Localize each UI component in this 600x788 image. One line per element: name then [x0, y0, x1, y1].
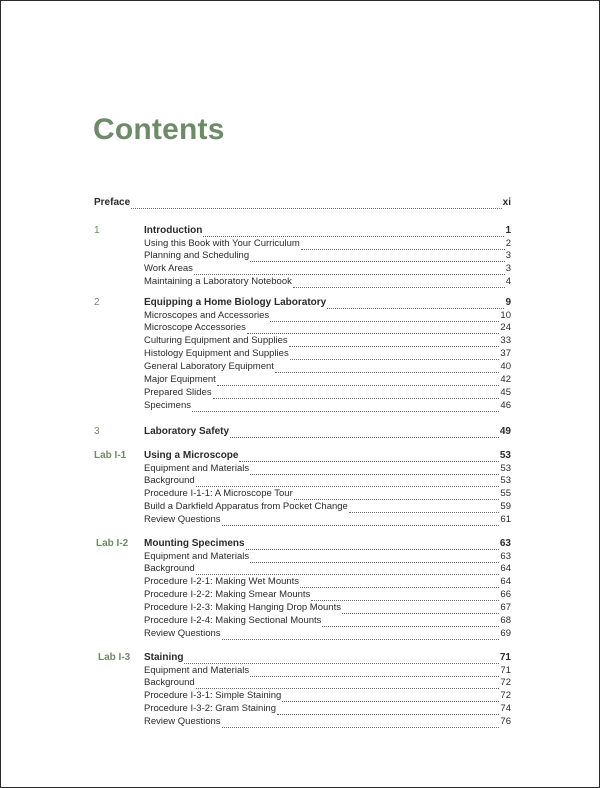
- dot-leader: [270, 312, 499, 322]
- entry-title: Background: [144, 563, 195, 575]
- dot-leader: [213, 389, 500, 399]
- page-number: 45: [500, 387, 511, 399]
- page-number: 42: [500, 374, 511, 386]
- entry-title: Laboratory Safety: [144, 426, 230, 437]
- dot-leader: [222, 630, 500, 640]
- page-number: 55: [500, 488, 511, 500]
- toc-entry: [144, 690, 511, 702]
- dot-leader: [184, 654, 498, 664]
- dot-leader: [230, 428, 499, 438]
- dot-leader: [349, 503, 500, 513]
- page-number: 49: [499, 426, 511, 437]
- entry-title: Build a Darkfield Apparatus from Pocket Change: [144, 501, 348, 513]
- entry-title: Microscopes and Accessories: [144, 309, 270, 321]
- entry-title: Review Questions: [144, 716, 221, 728]
- page-number: 24: [500, 322, 511, 334]
- toc-entry: [144, 628, 511, 640]
- toc-entry-preface: [94, 197, 511, 209]
- toc-entry: [144, 475, 511, 487]
- section-number: Lab I-1: [94, 450, 127, 461]
- dot-leader: [192, 402, 499, 412]
- toc-entry: [144, 374, 511, 386]
- toc-entry: [144, 501, 511, 513]
- dot-leader: [203, 227, 504, 237]
- page-number: 69: [500, 628, 511, 640]
- entry-title: Procedure I-3-1: Simple Staining: [144, 690, 282, 702]
- toc-entry: [144, 514, 511, 526]
- dot-leader: [289, 337, 500, 347]
- toc-section-heading: [144, 538, 511, 550]
- section-number: 2: [94, 297, 100, 308]
- entry-title: Staining: [144, 652, 184, 663]
- dot-leader: [131, 199, 502, 209]
- page-number: 74: [500, 703, 511, 715]
- page-number: 53: [499, 450, 511, 461]
- dot-leader: [246, 540, 499, 550]
- dot-leader: [222, 718, 500, 728]
- entry-title: Procedure I-2-4: Making Sectional Mounts: [144, 615, 322, 627]
- toc-entry: [144, 276, 511, 288]
- page-number: 33: [500, 335, 511, 347]
- toc-entry: [144, 348, 511, 360]
- entry-title: Histology Equipment and Supplies: [144, 348, 289, 360]
- toc-entry: [144, 576, 511, 588]
- page-number: 9: [505, 297, 511, 308]
- dot-leader: [300, 578, 499, 588]
- toc-section-heading: [144, 426, 511, 438]
- toc-entry: [144, 677, 511, 689]
- entry-title: Equipping a Home Biology Laboratory: [144, 297, 327, 308]
- toc-entry: [144, 250, 511, 262]
- page-number: 4: [505, 276, 511, 288]
- page-number: 3: [505, 263, 511, 275]
- toc-entry: [144, 238, 511, 250]
- dot-leader: [196, 565, 500, 575]
- dot-leader: [250, 465, 499, 475]
- toc-entry: [144, 310, 511, 322]
- page-number: 46: [500, 400, 511, 412]
- page-number: 10: [500, 309, 511, 321]
- entry-title: Procedure I-1-1: A Microscope Tour: [144, 488, 293, 500]
- entry-title: Procedure I-2-3: Making Hanging Drop Mounts: [144, 602, 341, 614]
- page-number: 2: [505, 237, 511, 249]
- section-number: Lab I-2: [96, 538, 129, 549]
- toc-section-heading: [144, 652, 511, 664]
- toc-section-heading: [144, 450, 511, 462]
- dot-leader: [196, 477, 500, 487]
- toc-entry: [144, 602, 511, 614]
- table-of-contents: [1, 1, 599, 787]
- dot-leader: [311, 591, 499, 601]
- section-number: 3: [94, 426, 100, 437]
- toc-section-heading: [144, 225, 511, 237]
- entry-title: Mounting Specimens: [144, 538, 245, 549]
- page-number: 3: [505, 250, 511, 262]
- entry-title: Prepared Slides: [144, 387, 212, 399]
- entry-title: General Laboratory Equipment: [144, 361, 274, 373]
- entry-title: Using this Book with Your Curriculum: [144, 237, 300, 249]
- entry-title: Using a Microscope: [144, 450, 239, 461]
- entry-title: Procedure I-3-2: Gram Staining: [144, 703, 277, 715]
- entry-title: Work Areas: [144, 263, 193, 275]
- entry-title: Major Equipment: [144, 374, 216, 386]
- entry-title: Review Questions: [144, 514, 221, 526]
- page-number: 59: [500, 501, 511, 513]
- dot-leader: [342, 604, 499, 614]
- toc-entry: [144, 551, 511, 563]
- toc-entry: [144, 665, 511, 677]
- toc-section-heading: [144, 297, 511, 309]
- dot-leader: [275, 363, 500, 373]
- dot-leader: [250, 553, 499, 563]
- toc-entry: [144, 703, 511, 715]
- entry-title: Introduction: [144, 225, 203, 236]
- page-number: 63: [500, 550, 511, 562]
- dot-leader: [239, 452, 498, 462]
- entry-title: Review Questions: [144, 628, 221, 640]
- toc-entry: [144, 563, 511, 575]
- toc-entry: [144, 463, 511, 475]
- entry-title: Equipment and Materials: [144, 664, 250, 676]
- dot-leader: [196, 679, 500, 689]
- dot-leader: [194, 265, 505, 275]
- entry-title: Equipment and Materials: [144, 462, 250, 474]
- page-number: xi: [502, 197, 511, 208]
- page-number: 53: [500, 475, 511, 487]
- toc-entry: [144, 263, 511, 275]
- dot-leader: [222, 516, 500, 526]
- dot-leader: [250, 252, 505, 262]
- toc-entry: [144, 488, 511, 500]
- page-title: Contents: [93, 113, 225, 146]
- dot-leader: [327, 299, 504, 309]
- entry-title: Maintaining a Laboratory Notebook: [144, 276, 292, 288]
- dot-leader: [217, 376, 500, 386]
- page-number: 53: [500, 462, 511, 474]
- page-number: 61: [500, 514, 511, 526]
- toc-entry: [144, 361, 511, 373]
- dot-leader: [277, 705, 499, 715]
- section-number: Lab I-3: [98, 652, 131, 663]
- page-number: 67: [500, 602, 511, 614]
- dot-leader: [301, 240, 505, 250]
- entry-title: Planning and Scheduling: [144, 250, 250, 262]
- page-number: 37: [500, 348, 511, 360]
- page-number: 64: [500, 576, 511, 588]
- dot-leader: [294, 490, 500, 500]
- dot-leader: [250, 667, 499, 677]
- page-number: 64: [500, 563, 511, 575]
- entry-title: Background: [144, 677, 195, 689]
- toc-entry: [144, 387, 511, 399]
- entry-title: Microscope Accessories: [144, 322, 246, 334]
- toc-entry: [144, 615, 511, 627]
- page-number: 63: [499, 538, 511, 549]
- page-number: 1: [505, 225, 511, 236]
- entry-title: Specimens: [144, 400, 191, 412]
- entry-title: Background: [144, 475, 195, 487]
- entry-title: Preface: [94, 197, 131, 208]
- toc-entry: [144, 400, 511, 412]
- page-number: 76: [500, 716, 511, 728]
- dot-leader: [322, 617, 499, 627]
- toc-entry: [144, 322, 511, 334]
- page-number: 66: [500, 589, 511, 601]
- toc-entry: [144, 716, 511, 728]
- section-number: 1: [94, 225, 100, 236]
- page-number: 72: [500, 677, 511, 689]
- dot-leader: [247, 324, 500, 334]
- entry-title: Procedure I-2-2: Making Smear Mounts: [144, 589, 311, 601]
- page-number: 71: [499, 652, 511, 663]
- entry-title: Procedure I-2-1: Making Wet Mounts: [144, 576, 300, 588]
- dot-leader: [290, 350, 500, 360]
- page-number: 40: [500, 361, 511, 373]
- entry-title: Equipment and Materials: [144, 550, 250, 562]
- toc-entry: [144, 335, 511, 347]
- entry-title: Culturing Equipment and Supplies: [144, 335, 288, 347]
- toc-entry: [144, 589, 511, 601]
- dot-leader: [293, 278, 505, 288]
- page-number: 68: [500, 615, 511, 627]
- page-number: 72: [500, 690, 511, 702]
- page-number: 71: [500, 664, 511, 676]
- dot-leader: [282, 692, 499, 702]
